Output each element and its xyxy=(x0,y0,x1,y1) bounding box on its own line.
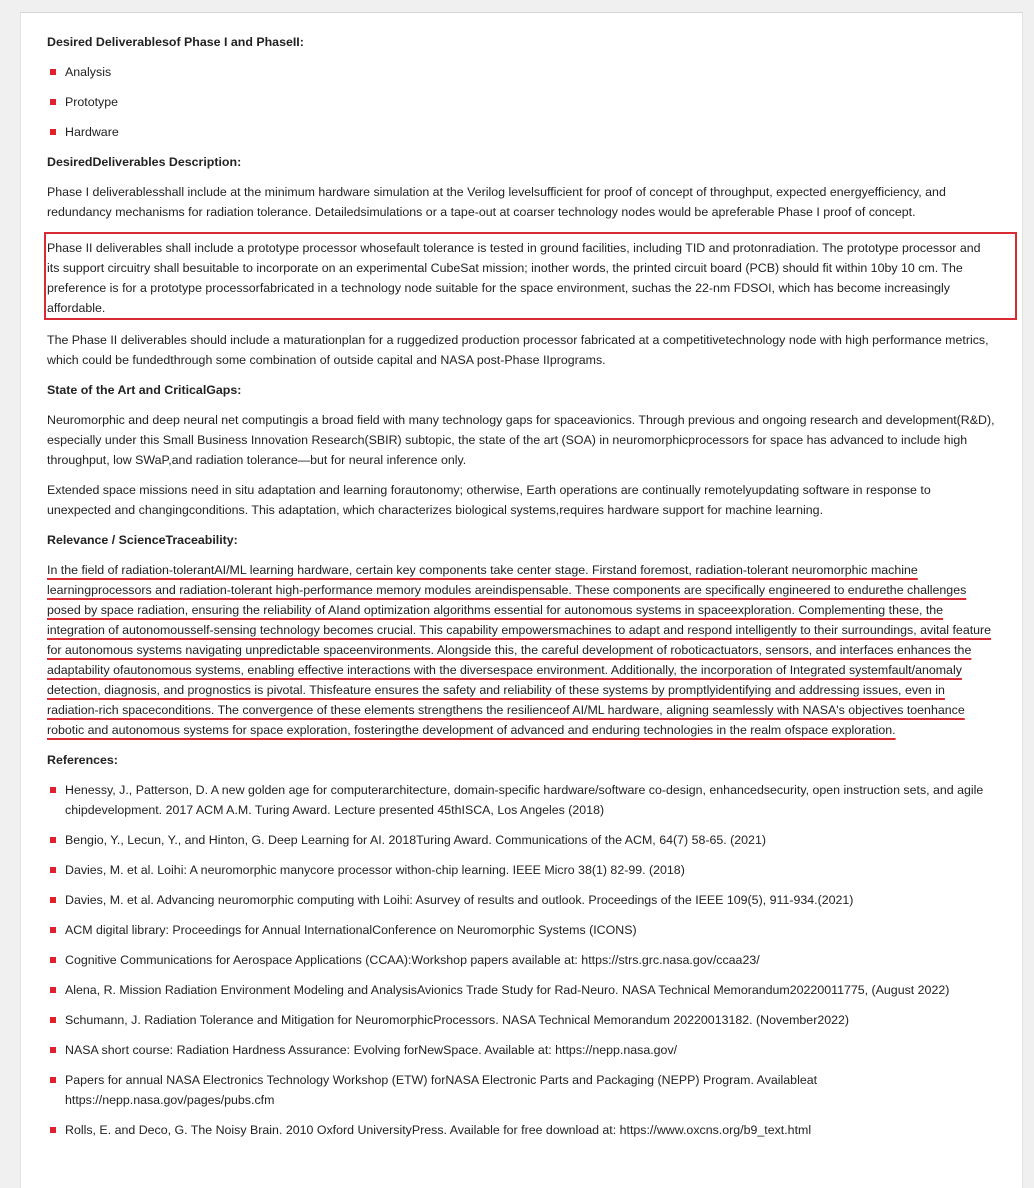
relevance-heading: Relevance / ScienceTraceability: xyxy=(47,533,238,547)
deliverables-heading: Desired Deliverablesof Phase I and PhaseII: xyxy=(47,35,304,49)
document-content xyxy=(47,32,995,1150)
references-heading: References: xyxy=(47,753,118,767)
list-item: Papers for annual NASA Electronics Technology Workshop (ETW) forNASA Electronic Parts and Packaging (NEPP) Program. Availableat https://nepp.nasa.gov/pages/pubs.cfm xyxy=(47,1070,995,1110)
state-paragraph-2: Extended space missions need in situ adaptation and learning forautonomy; otherwise, Earth operations are continually remotelyupdating software in response to unexpected and changingconditions. This adaptation, which characterizes biological systems,requires hardware support for machine learning. xyxy=(47,483,931,517)
list-item: Bengio, Y., Lecun, Y., and Hinton, G. Deep Learning for AI. 2018Turing Award. Communications of the ACM, 64(7) 58-65. (2021) xyxy=(47,830,995,850)
state-paragraph-1: Neuromorphic and deep neural net computingis a broad field with many technology gaps for spaceavionics. Through previous and ongoing research and development(R&D), especially under this Small Business Innovation Research(SBIR) subtopic, the state of the art (SOA) in neuromorphicprocessors for space has advanced to include high throughput, low SWaP,and radiation tolerance—but for neural inference only. xyxy=(47,413,995,467)
list-item: Hardware xyxy=(47,122,995,142)
list-item: Schumann, J. Radiation Tolerance and Mitigation for NeuromorphicProcessors. NASA Technical Memorandum 20220013182. (November2022) xyxy=(47,1010,995,1030)
deliverables-list xyxy=(47,62,995,142)
list-item: Rolls, E. and Deco, G. The Noisy Brain. 2010 Oxford UniversityPress. Available for free download at: https://www.oxcns.org/b9_text.html xyxy=(47,1120,995,1140)
description-paragraph-maturation: The Phase II deliverables should include a maturationplan for a ruggedized production processor fabricated at a competitivetechnology node with high performance metrics, which could be fundedthrough some combination of outside capital and NASA post-Phase IIprograms. xyxy=(47,333,989,367)
list-item: NASA short course: Radiation Hardness Assurance: Evolving forNewSpace. Available at: https://nepp.nasa.gov/ xyxy=(47,1040,995,1060)
list-item: ACM digital library: Proceedings for Annual InternationalConference on Neuromorphic Systems (ICONS) xyxy=(47,920,995,940)
list-item: Alena, R. Mission Radiation Environment Modeling and AnalysisAvionics Trade Study for Rad-Neuro. NASA Technical Memorandum20220011775, (August 2022) xyxy=(47,980,995,1000)
underlined-text: In the field of radiation-tolerantAI/ML learning hardware, certain key components take center stage. Firstand foremost, radiation-tolerant neuromorphic machine learningprocessors and radiation-tolerant high-performance memory modules areindispensable. These components are specifically engineered to endurethe challenges posed by space radiation, ensuring the reliability of AIand optimization algorithms essential for autonomous systems in spaceexploration. Complementing these, the integration of autonomousself-sensing technology becomes crucial. This capability empowersmachines to adapt and respond intelligently to their surroundings, avital feature for autonomous systems navigating unpredictable spaceenvironments. Alongside this, the careful development of roboticactuators, sensors, and interfaces enhances the adaptability ofautonomous systems, enabling effective interactions with the diversespace environment. Additionally, the incorporation of Integrated systemfault/anomaly detection, diagnosis, and prognostics is pivotal. Thisfeature ensures the safety and reliability of these systems by promptlyidentifying and addressing issues, even in radiation-rich spaceconditions. The convergence of these elements strengthens the resilienceof AI/ML hardware, aligning seamlessly with NASA's objectives toenhance robotic and autonomous systems for space exploration, fosteringthe development of advanced and enduring technologies in the realm ofspace exploration. xyxy=(47,563,992,737)
description-paragraph-phase2: Phase II deliverables shall include a prototype processor whosefault tolerance is tested in ground facilities, including TID and protonradiation. The prototype processor and its support circuitry shall besuitable to incorporate on an experimental CubeSat mission; inother words, the printed circuit board (PCB) should fit within 10by 10 cm. The preference is for a prototype processorfabricated in a technology node suitable for the space environment, suchas the 22-nm FDSOI, which has become increasingly affordable. xyxy=(47,241,981,315)
state-heading: State of the Art and CriticalGaps: xyxy=(47,383,242,397)
list-item: Henessy, J., Patterson, D. A new golden age for computerarchitecture, domain-specific hardware/software co-design, enhancedsecurity, open instruction sets, and agile chipdevelopment. 2017 ACM A.M. Turing Award. Lecture presented 45thISCA, Los Angeles (2018) xyxy=(47,780,995,820)
list-item: Prototype xyxy=(47,92,995,112)
list-item: Davies, M. et al. Loihi: A neuromorphic manycore processor withon-chip learning. IEEE Micro 38(1) 82-99. (2018) xyxy=(47,860,995,880)
highlight-box xyxy=(44,232,1017,320)
relevance-paragraph xyxy=(47,560,995,740)
references-list xyxy=(47,780,995,1140)
list-item: Cognitive Communications for Aerospace Applications (CCAA):Workshop papers available at: https://strs.grc.nasa.gov/ccaa23/ xyxy=(47,950,995,970)
list-item: Analysis xyxy=(47,62,995,82)
document-page xyxy=(20,12,1023,1188)
description-paragraph-phase1: Phase I deliverablesshall include at the minimum hardware simulation at the Verilog levelsufficient for proof of concept of throughput, expected energyefficiency, and redundancy mechanisms for radiation tolerance. Detailedsimulations or a tape-out at coarser technology nodes would be apreferable Phase I proof of concept. xyxy=(47,185,946,219)
list-item: Davies, M. et al. Advancing neuromorphic computing with Loihi: Asurvey of results and outlook. Proceedings of the IEEE 109(5), 911-934.(2021) xyxy=(47,890,995,910)
description-heading: DesiredDeliverables Description: xyxy=(47,155,242,169)
